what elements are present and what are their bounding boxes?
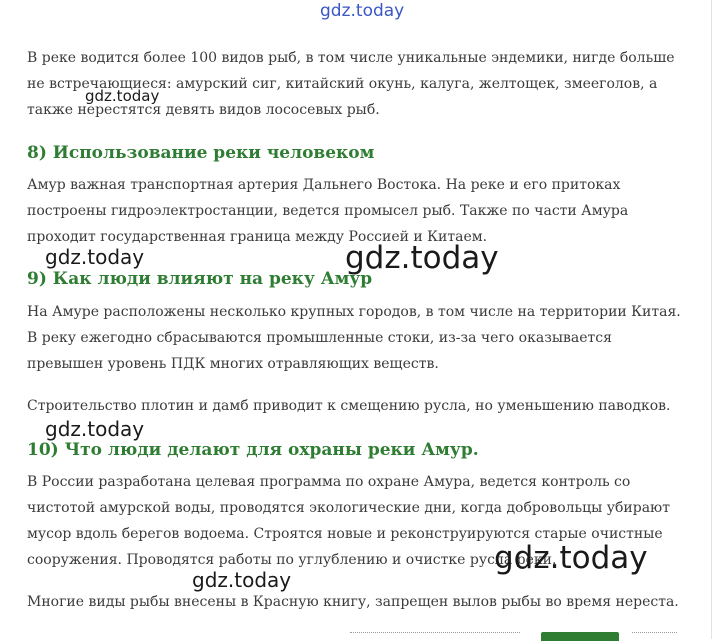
page-right-border [711, 0, 712, 639]
paragraph-river-protection: В России разработана целевая программа по охране Амура, ведется контроль со чистотой амурской воды, проводятся экологические дни, когда добровольцы убирают мусор вдоль берегов водоема. Строятся новые и реконструируются старые очистные сооружения. Проводятся работы по углублению и очистке русла реки. [27, 474, 670, 568]
footer-green-button[interactable] [541, 632, 619, 641]
heading-human-impact: 9) Как люди влияют на реку Амур [27, 269, 373, 289]
paragraph-human-impact: На Амуре расположены несколько крупных городов, в том числе на территории Китая. В реку ежегодно сбрасываются промышленные стоки, из-за чего оказывается превышен уровень ПДК многих отравляющих веществ. [27, 304, 681, 372]
paragraph-fish-species: В реке водится более 100 видов рыб, в том числе уникальные эндемики, нигде больше не встречающиеся: амурский сиг, китайский окунь, калуга, желтощек, змееголов, а также нерестятся девять видов лососевых рыб. [27, 50, 675, 118]
heading-river-use: 8) Использование реки человеком [27, 143, 375, 163]
watermark: gdz.today [45, 417, 145, 441]
watermark: gdz.today [345, 240, 499, 276]
watermark: gdz.today [192, 568, 292, 592]
paragraph-dams: Строительство плотин и дамб приводит к смещению русла, но уменьшению паводков. [27, 398, 671, 414]
watermark: gdz.today [85, 87, 160, 105]
watermark: gdz.today [494, 540, 648, 576]
heading-river-protection: 10) Что люди делают для охраны реки Амур. [27, 440, 479, 460]
watermark-top: gdz.today [320, 1, 405, 21]
paragraph-red-book: Многие виды рыбы внесены в Красную книгу, запрещен вылов рыбы во время нереста. [27, 594, 679, 610]
paragraph-river-use: Амур важная транспортная артерия Дальнего Востока. На реке и его притоках построены гидроэлектростанции, ведется промысел рыб. Также по части Амура проходит государственная граница между Россией и Китаем. [27, 177, 629, 245]
watermark: gdz.today [45, 245, 145, 269]
